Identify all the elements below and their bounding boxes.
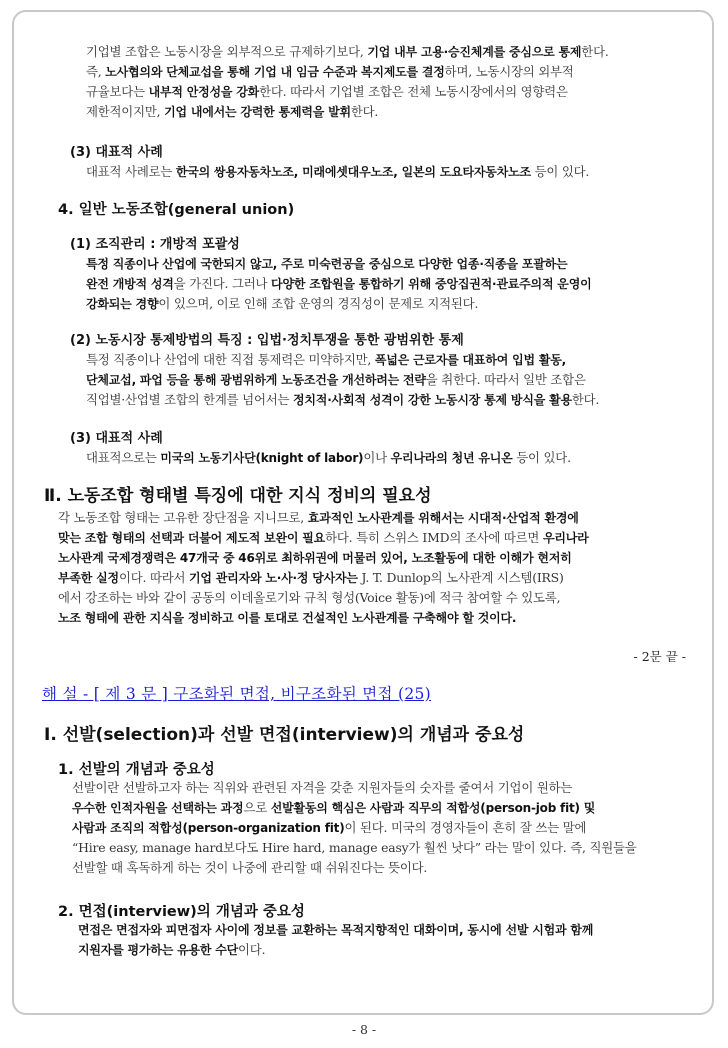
emphasis-run: 특정 직종이나 산업에 국한되지 않고, 주로 미숙련공을 중심으로 다양한 업종·직종을 포괄하는 (86, 257, 568, 271)
text-run: 에서 강조하는 바와 같이 공동의 이데올로기와 규칙 형성(Voice 활동)에 적극 참여할 수 있도록, (58, 590, 561, 605)
case-heading-2: (3) 대표적 사례 (70, 431, 163, 446)
text-run: 대표적 사례로는 (86, 164, 176, 179)
case-text-2 (86, 448, 686, 468)
emphasis-run: 강화되는 경향 (86, 297, 159, 311)
interview-paragraph (78, 920, 688, 960)
selection-heading: 1. 선발의 개념과 중요성 (58, 762, 215, 778)
text-line (86, 448, 686, 468)
emphasis-run: 노사관계 국제경쟁력은 47개국 중 46위로 최하위권에 머물러 있어, 노조활동에 대한 이해가 현저히 (58, 551, 572, 565)
emphasis-run: 우리나라 (542, 531, 589, 545)
text-line (86, 370, 686, 390)
selection-paragraph (72, 778, 688, 878)
text-line (86, 82, 686, 102)
emphasis-run: 노사협의와 단체교섭을 통해 기업 내 임금 수준과 복지제도를 결정 (105, 65, 445, 79)
section-2-heading: Ⅱ. 노동조합 형태별 특징에 대한 지식 정비의 필요성 (44, 486, 432, 506)
end-mark: - 2문 끝 - (633, 649, 686, 664)
text-line (86, 62, 686, 82)
text-run: 을 가진다. 그러나 (173, 276, 272, 291)
text-line (72, 818, 688, 838)
text-line (58, 508, 688, 528)
text-line (72, 838, 688, 858)
text-run: 제한적이지만, (86, 104, 165, 119)
case-text-1 (86, 162, 686, 182)
control-paragraph (86, 350, 686, 410)
text-run: 직업별·산업별 조합의 한계를 넘어서는 (86, 392, 294, 407)
emphasis-run: 기업 내부 고용·승진체계를 중심으로 통제 (367, 45, 582, 59)
text-line (72, 798, 688, 818)
emphasis-run: 다양한 조합원을 통합하기 위해 중앙집권적·관료주의적 운영이 (271, 277, 592, 291)
text-line (86, 390, 686, 410)
text-run: 하다. 특히 스위스 IMD의 조사에 따르면 (325, 530, 543, 545)
org-heading: (1) 조직관리 : 개방적 포괄성 (70, 237, 240, 252)
general-union-heading: 4. 일반 노동조합(general union) (58, 202, 295, 218)
text-line (86, 102, 686, 122)
text-run: 이 있으며, 이로 인해 조합 운영의 경직성이 문제로 지적된다. (158, 296, 479, 311)
text-run: 이다. (238, 942, 266, 957)
emphasis-run: 면접은 면접자와 피면접자 사이에 정보를 교환하는 목적지향적인 대화이며, 동시에 선발 시험과 함께 (78, 923, 594, 937)
text-run: 즉, (86, 64, 106, 79)
text-run: 한다. (581, 44, 609, 59)
text-line (86, 254, 686, 274)
part-1-heading: Ⅰ. 선발(selection)과 선발 면접(interview)의 개념과 중요성 (44, 725, 525, 745)
text-run: 특정 직종이나 산업에 대한 직접 통제력은 미약하지만, (86, 352, 375, 367)
emphasis-run: 사람과 조직의 적합성(person-organization fit) (72, 821, 345, 835)
text-run: 대표적으로는 (86, 450, 161, 465)
page-number: - 8 - (351, 1022, 377, 1037)
emphasis-run: 정치적·사회적 성격이 강한 노동시장 통제 방식을 활용 (293, 393, 572, 407)
emphasis-run: 한국의 쌍용자동차노조, 미래에셋대우노조, 일본의 도요타자동차노조 (175, 165, 531, 179)
text-run: 으로 (243, 800, 271, 815)
emphasis-run: 폭넓은 근로자를 대표하여 입법 활동, (374, 353, 566, 367)
emphasis-run: 우수한 인적자원을 선택하는 과정 (72, 801, 244, 815)
text-line (72, 778, 688, 798)
emphasis-run: 단체교섭, 파업 등을 통해 광범위하게 노동조건을 개선하려는 전략 (86, 373, 426, 387)
emphasis-run: 미국의 노동기사단(knight of labor) (160, 451, 364, 465)
interview-heading: 2. 면접(interview)의 개념과 중요성 (58, 904, 305, 920)
text-run: 을 취한다. 따라서 일반 조합은 (425, 372, 586, 387)
emphasis-run: 우리나라의 청년 유니온 (390, 451, 513, 465)
text-run: 한다. 따라서 기업별 조합은 전체 노동시장에서의 영향력은 (259, 84, 568, 99)
text-run: 이다. 따라서 (118, 570, 190, 585)
text-line (86, 350, 686, 370)
org-paragraph (86, 254, 686, 314)
text-line (86, 42, 686, 62)
section-2-paragraph (58, 508, 688, 628)
craft-union-paragraph (86, 42, 686, 122)
text-line (58, 528, 688, 548)
emphasis-run: 부족한 실정 (58, 571, 119, 585)
case-heading-1: (3) 대표적 사례 (70, 145, 163, 160)
text-run: 각 노동조합 형태는 고유한 장단점을 지니므로, (58, 510, 308, 525)
text-run: 기업별 조합은 노동시장을 외부적으로 규제하기보다, (86, 44, 368, 59)
text-run: J. T. Dunlop의 노사관계 시스템(IRS) (357, 570, 564, 585)
text-run: 등이 있다. (530, 164, 590, 179)
text-line (58, 588, 688, 608)
text-run: 등이 있다. (512, 450, 571, 465)
text-run: 규율보다는 (86, 84, 149, 99)
text-line (58, 568, 688, 588)
text-run: 선발이란 선발하고자 하는 직위와 관련된 자격을 갖춘 지원자들의 숫자를 줄여서 기업이 원하는 (72, 780, 573, 795)
text-run: 한다. (350, 104, 379, 119)
text-run: “Hire easy, manage hard보다도 Hire hard, manage easy가 훨씬 낫다” 라는 말이 있다. 즉, 직원들을 (72, 840, 637, 855)
emphasis-run: 노조 형태에 관한 지식을 정비하고 이를 토대로 건설적인 노사관계를 구축해야 할 것이다. (58, 611, 517, 625)
text-run: 이나 (363, 450, 391, 465)
emphasis-run: 내부적 안정성을 강화 (148, 85, 260, 99)
emphasis-run: 선발활동의 핵심은 사람과 직무의 적합성(person-job fit) 및 (270, 801, 596, 815)
text-run: 이 된다. 미국의 경영자들이 흔히 잘 쓰는 말에 (344, 820, 587, 835)
text-run: 하며, 노동시장의 외부적 (444, 64, 574, 79)
emphasis-run: 기업 내에서는 강력한 통제력을 발휘 (164, 105, 351, 119)
text-line (86, 162, 686, 182)
emphasis-run: 완전 개방적 성격 (86, 277, 174, 291)
text-line (78, 940, 688, 960)
text-run: 한다. (571, 392, 600, 407)
emphasis-run: 맞는 조합 형태의 선택과 더불어 제도적 보완이 필요 (58, 531, 326, 545)
text-line (58, 548, 688, 568)
text-line (86, 294, 686, 314)
emphasis-run: 기업 관리자와 노·사·정 당사자는 (189, 571, 358, 585)
text-run: 선발할 때 혹독하게 하는 것이 나중에 관리할 때 쉬워진다는 뜻이다. (72, 860, 428, 875)
emphasis-run: 지원자를 평가하는 유용한 수단 (78, 943, 239, 957)
emphasis-run: 효과적인 노사관계를 위해서는 시대적·산업적 환경에 (307, 511, 579, 525)
solution-title: 해 설 - [ 제 3 문 ] 구조화된 면접, 비구조화된 면접 (25) (42, 685, 432, 703)
text-line (72, 858, 688, 878)
control-heading: (2) 노동시장 통제방법의 특징 : 입법·정치투쟁을 통한 광범위한 통제 (70, 333, 464, 348)
text-line (78, 920, 688, 940)
text-line (86, 274, 686, 294)
text-line (58, 608, 688, 628)
